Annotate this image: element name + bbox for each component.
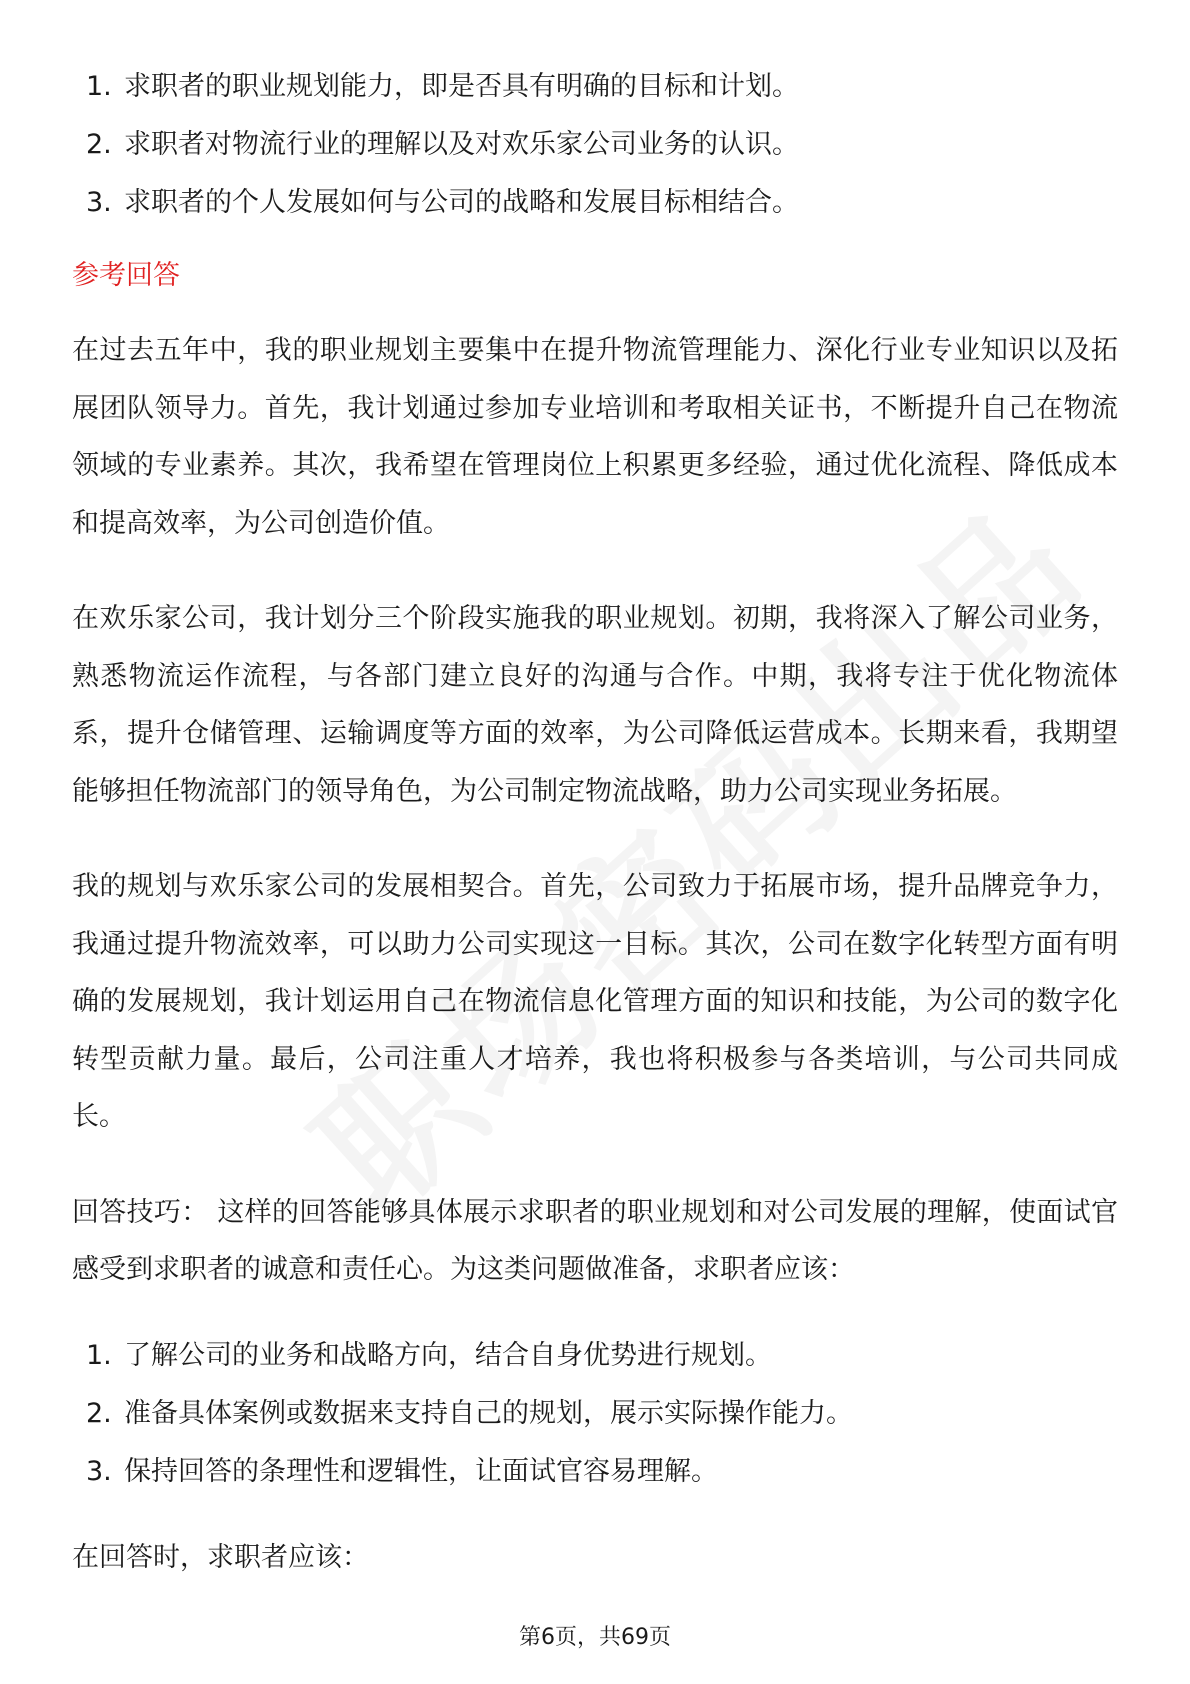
page-number-footer: 第6页，共69页	[519, 1625, 671, 1650]
list-item: 1. 了解公司的业务和战略方向，结合自身优势进行规划。	[86, 1339, 772, 1371]
answer-tips-paragraph: 回答技巧： 这样的回答能够具体展示求职者的职业规划和对公司发展的理解，使面试官感受到求职者的诚意和责任心。为这类问题做准备，求职者应该：	[72, 1196, 1118, 1285]
list-item: 2. 求职者对物流行业的理解以及对欢乐家公司业务的认识。	[86, 129, 799, 160]
page-content	[72, 58, 1118, 1624]
section-heading-reference-answer: 参考回答	[72, 260, 180, 291]
list-item: 2. 准备具体案例或数据来支持自己的规划，展示实际操作能力。	[86, 1397, 853, 1429]
answer-paragraph-3: 我的规划与欢乐家公司的发展相契合。首先，公司致力于拓展市场，提升品牌竞争力，我通过提升物流效率，可以助力公司实现这一目标。其次，公司在数字化转型方面有明确的发展规划，我计划运用自己在物流信息化管理方面的知识和技能，为公司的数字化转型贡献力量。最后，公司注重人才培养，我也将积极参与各类培训，与公司共同成长。	[72, 871, 1118, 1132]
list-item: 3. 保持回答的条理性和逻辑性，让面试官容易理解。	[86, 1455, 718, 1487]
answer-paragraph-1: 在过去五年中，我的职业规划主要集中在提升物流管理能力、深化行业专业知识以及拓展团队领导力。首先，我计划通过参加专业培训和考取相关证书，不断提升自己在物流领域的专业素养。其次，我希望在管理岗位上积累更多经验，通过优化流程、降低成本和提高效率，为公司创造价值。	[72, 335, 1118, 539]
list-item: 3. 求职者的个人发展如何与公司的战略和发展目标相结合。	[86, 187, 799, 218]
answer-paragraph-2: 在欢乐家公司，我计划分三个阶段实施我的职业规划。初期，我将深入了解公司业务，熟悉物流运作流程，与各部门建立良好的沟通与合作。中期，我将专注于优化物流体系，提升仓储管理、运输调度等方面的效率，为公司降低运营成本。长期来看，我期望能够担任物流部门的领导角色，为公司制定物流战略，助力公司实现业务拓展。	[72, 603, 1118, 807]
closing-line: 在回答时，求职者应该：	[72, 1541, 369, 1573]
list-item: 1. 求职者的职业规划能力，即是否具有明确的目标和计划。	[86, 71, 799, 102]
preparation-tips-list	[72, 1327, 1118, 1501]
evaluation-points-list	[72, 58, 1118, 232]
